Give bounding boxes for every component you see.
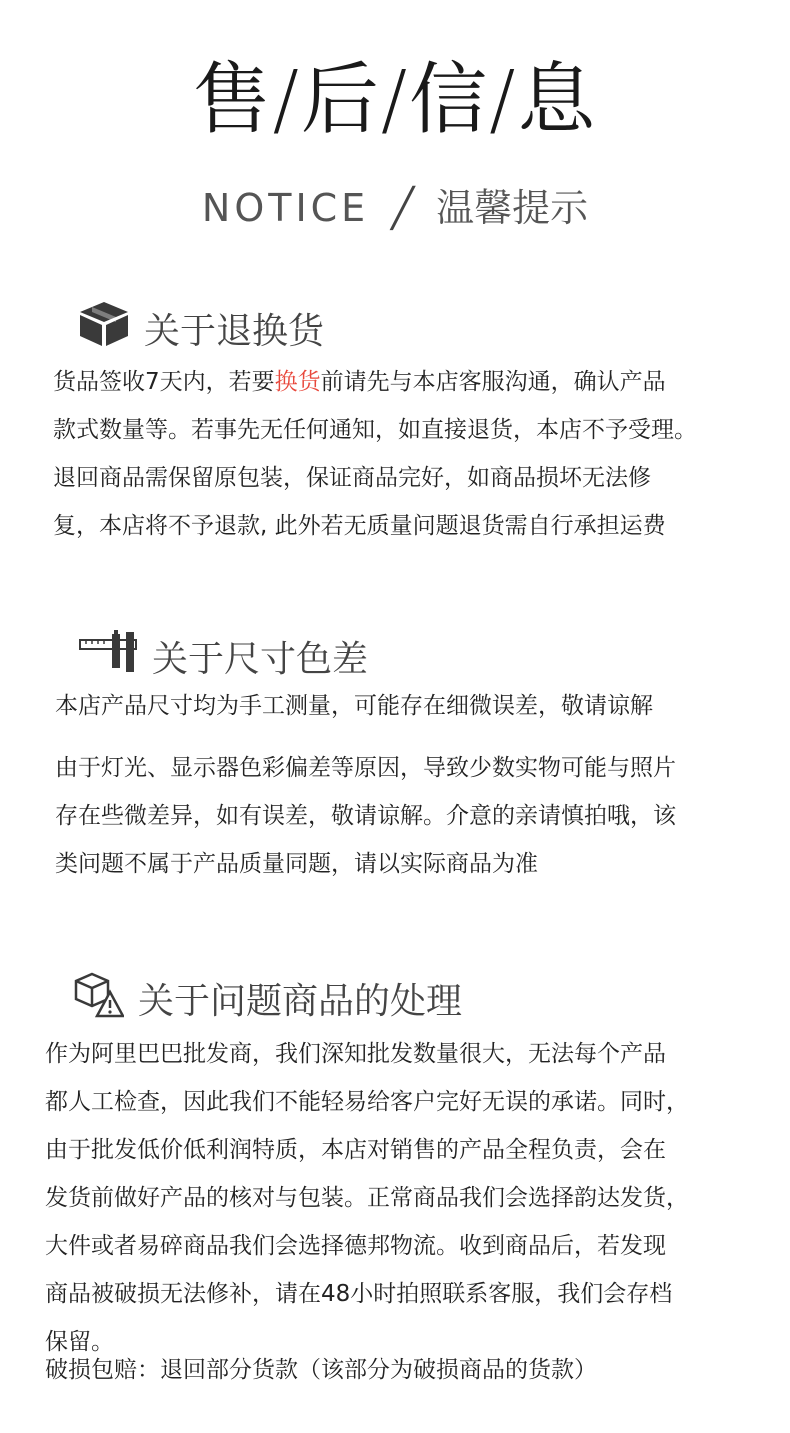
section-size-text-2: 由于灯光、显示器色彩偏差等原因，导致少数实物可能与照片 存在些微差异，如有误差，敬请谅解。介意的亲请慎拍哦，该 类问题不属于产品质量同题，请以实际商品为准 xyxy=(55,755,676,877)
caliper-icon xyxy=(78,630,138,683)
section-returns-text: 货品签收7天内，若要换货前请先与本店客服沟通，确认产品 款式数量等。若事先无任何通知，如直接退货，本店不予受理。 退回商品需保留原包装，保证商品完好，如商品损坏无法修 复，本店将不予退款, 此外若无质量问题退货需自行承担运费 xyxy=(53,369,697,539)
section-heading-text: 关于问题商品的处理 xyxy=(138,980,463,1022)
section-returns-heading xyxy=(78,302,324,354)
section-issues-text-1: 作为阿里巴巴批发商，我们深知批发数量很大，无法每个产品 都人工检查，因此我们不能轻易给客户完好无误的承诺。同时， 由于批发低价低利润特质，本店对销售的产品全程负责，会在 发货前做好产品的核对与包装。正常商品我们会选择韵达发货， 大件或者易碎商品我们会选择德邦物流。收到商品后，若发现 商品被破损无法修补，请在48小时拍照联系客服，我们会存档 保留。 xyxy=(45,1041,689,1355)
box-icon xyxy=(78,300,130,357)
damaged-box-warning-icon xyxy=(72,970,124,1027)
page-title: 售/后/信/息 xyxy=(192,55,598,145)
subtitle-divider: ╱ xyxy=(391,186,415,230)
section-issues-heading xyxy=(72,972,462,1024)
section-issues-text-2: 破损包赔：退回部分货款（该部分为破损商品的货款） xyxy=(45,1357,597,1383)
subtitle-english: NOTICE xyxy=(201,186,370,230)
page-subtitle xyxy=(0,182,790,234)
section-heading-text: 关于尺寸色差 xyxy=(152,638,369,680)
section-heading-text: 关于退换货 xyxy=(144,310,325,352)
section-size-text-1: 本店产品尺寸均为手工测量，可能存在细微误差，敬请谅解 xyxy=(55,693,653,719)
subtitle-chinese: 温馨提示 xyxy=(436,186,589,230)
highlight-exchange: 换货 xyxy=(274,369,321,395)
section-size-heading xyxy=(78,630,368,682)
